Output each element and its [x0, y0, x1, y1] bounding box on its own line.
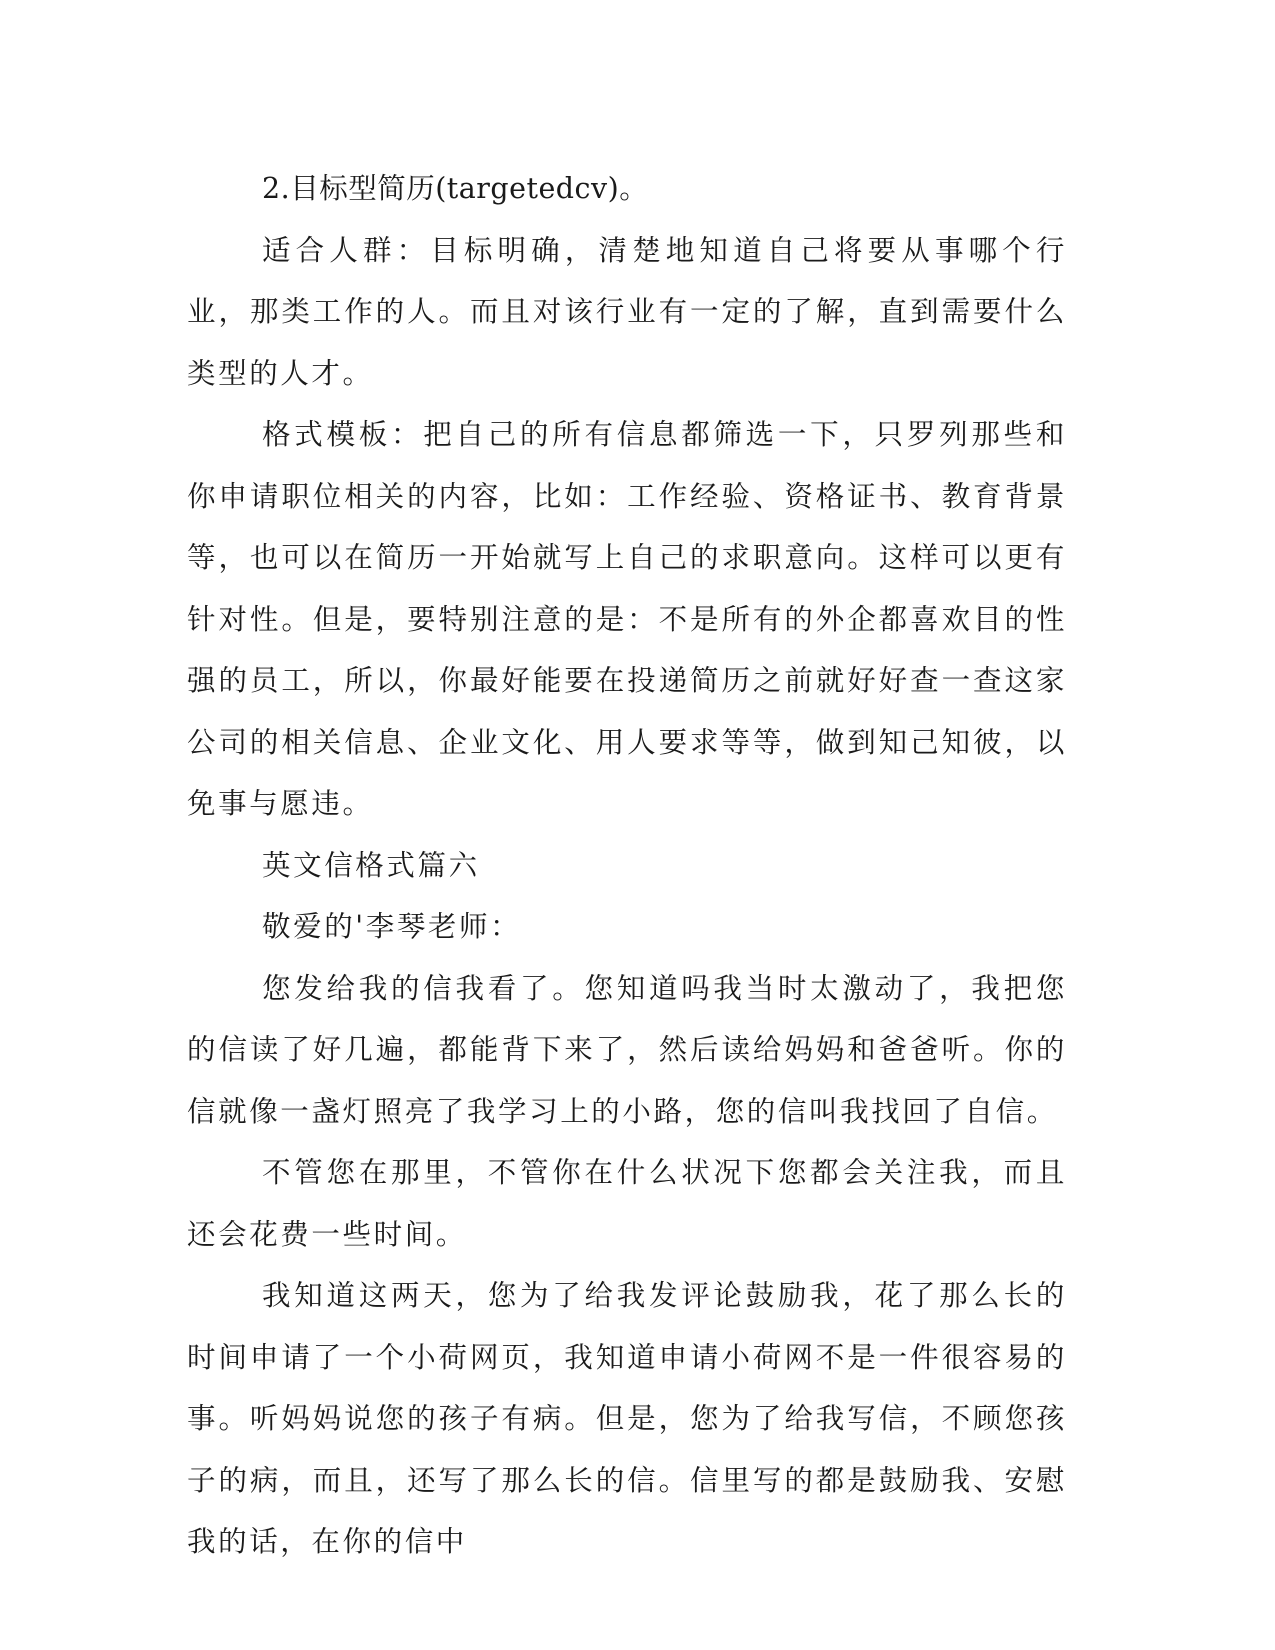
letter-paragraph: 我知道这两天，您为了给我发评论鼓励我，花了那么长的时间申请了一个小荷网页，我知道申请小荷网不是一件很容易的事。听妈妈说您的孩子有病。但是，您为了给我写信，不顾您孩子的病，而且，还写了那么长的信。信里写的都是鼓励我、安慰我的话，在你的信中	[187, 1279, 1067, 1558]
letter-paragraph: 不管您在那里，不管你在什么状况下您都会关注我，而且还会花费一些时间。	[187, 1156, 1067, 1251]
paragraph-target-audience: 适合人群：目标明确，清楚地知道自己将要从事哪个行业，那类工作的人。而且对该行业有一定的了解，直到需要什么类型的人才。	[187, 233, 1067, 390]
letter-salutation: 敬爱的'李琴老师：	[262, 910, 522, 943]
section-heading: 英文信格式篇六	[262, 848, 480, 882]
paragraph-resume-type: 2.目标型简历(targetedcv)。	[262, 172, 649, 205]
document-body	[187, 158, 1067, 1573]
paragraph-format-template: 格式模板：把自己的所有信息都筛选一下，只罗列那些和你申请职位相关的内容，比如：工作经验、资格证书、教育背景等，也可以在简历一开始就写上自己的求职意向。这样可以更有针对性。但是，要特别注意的是：不是所有的外企都喜欢目的性强的员工，所以，你最好能要在投递简历之前就好好查一查这家公司的相关信息、企业文化、用人要求等等，做到知己知彼，以免事与愿违。	[187, 418, 1067, 820]
letter-paragraph: 您发给我的信我看了。您知道吗我当时太激动了，我把您的信读了好几遍，都能背下来了，然后读给妈妈和爸爸听。你的信就像一盏灯照亮了我学习上的小路，您的信叫我找回了自信。	[187, 971, 1067, 1128]
